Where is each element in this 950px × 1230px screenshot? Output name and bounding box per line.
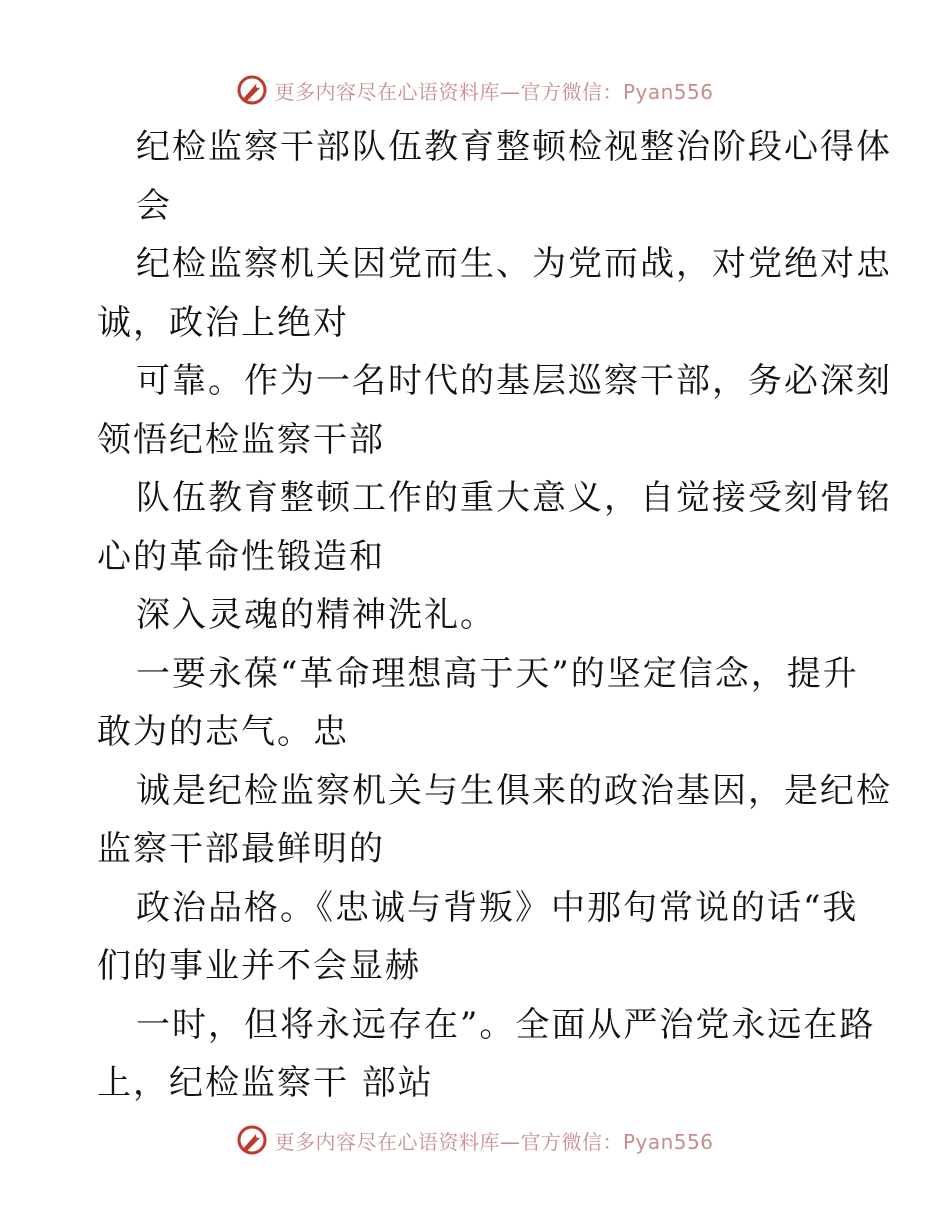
paragraph-line: 们的事业并不会显赫	[97, 946, 421, 986]
paragraph-line: 诚，政治上绝对	[97, 303, 349, 343]
pen-nib-logo-icon	[236, 1124, 268, 1156]
paragraph-line: 心的革命性锻造和	[97, 537, 385, 577]
paragraph-line: 一时，但将永远存在”。全面从严治党永远在路	[136, 1005, 876, 1045]
watermark-text: 更多内容尽在心语资料库—官方微信：Pyan556	[274, 1129, 714, 1154]
header-watermark	[0, 70, 950, 110]
pen-nib-logo-icon	[236, 74, 268, 106]
paragraph-line: 纪检监察机关因党而生、为党而战，对党绝对忠	[136, 244, 892, 284]
paragraph-line: 领悟纪检监察干部	[97, 420, 385, 460]
paragraph-line: 深入灵魂的精神洗礼。	[136, 595, 496, 635]
watermark-text: 更多内容尽在心语资料库—官方微信：Pyan556	[274, 79, 714, 104]
paragraph-line: 政治品格。《忠诚与背叛》中那句常说的话“我	[136, 888, 859, 928]
paragraph-line: 上，纪检监察干 部站	[97, 1063, 434, 1103]
paragraph-line: 一要永葆“革命理想高于天”的坚定信念，提升	[136, 654, 859, 694]
paragraph-line: 敢为的志气。忠	[97, 712, 349, 752]
paragraph-line: 队伍教育整顿工作的重大意义，自觉接受刻骨铭	[136, 478, 892, 518]
footer-watermark	[0, 1120, 950, 1160]
paragraph-line: 可靠。作为一名时代的基层巡察干部，务必深刻	[136, 361, 892, 401]
title-line-1: 纪检监察干部队伍教育整顿检视整治阶段心得体	[136, 127, 892, 167]
paragraph-line: 监察干部最鲜明的	[97, 829, 385, 869]
title-line-2: 会	[136, 186, 172, 226]
paragraph-line: 诚是纪检监察机关与生俱来的政治基因，是纪检	[136, 771, 892, 811]
